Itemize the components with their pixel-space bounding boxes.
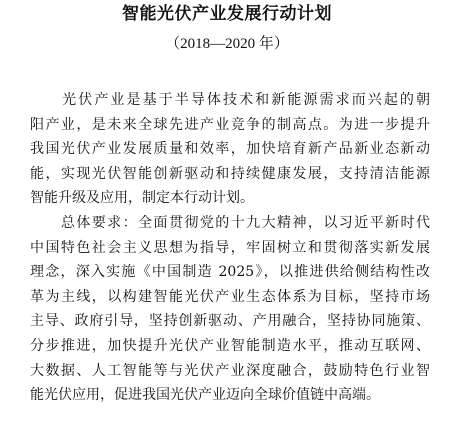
document-body [30,88,430,408]
body-line: 能光伏应用，促进我国光伏产业迈向全球价值链中高端。 [30,387,380,404]
body-line: 我国光伏产业发展质量和效率，加快培育新产品新业态新动 [30,141,430,158]
body-line: 能，实现光伏智能创新驱动和持续健康发展，支持清洁能源 [30,165,430,182]
body-line: 光伏产业是基于半导体技术和新能源需求而兴起的朝 [30,92,430,108]
document-subtitle: （2018—2020 年） [165,36,289,52]
body-line: 主导、政府引导，坚持创新驱动、产用融合，坚持协同施策、 [30,313,430,330]
document-title: 智能光伏产业发展行动计划 [122,4,332,24]
body-line: 理念，深入实施《中国制造 2025》，以推进供给侧结构性改 [30,264,430,281]
body-line: 中国特色社会主义思想为指导，牢固树立和贯彻落实新发展 [30,239,430,256]
body-line: 阳产业，是未来全球先进产业竞争的制高点。为进一步提升 [30,116,430,133]
body-line: 智能升级及应用，制定本行动计划。 [30,190,254,207]
body-line: 大数据、人工智能等与光伏产业深度融合，鼓励特色行业智 [30,362,430,379]
body-line: 分步推进，加快提升光伏产业智能制造水平，推动互联网、 [30,337,430,354]
body-line: 总体要求：全面贯彻党的十九大精神，以习近平新时代 [30,214,430,231]
body-line: 革为主线，以构建智能光伏产业生态体系为目标，坚持市场 [30,288,430,305]
